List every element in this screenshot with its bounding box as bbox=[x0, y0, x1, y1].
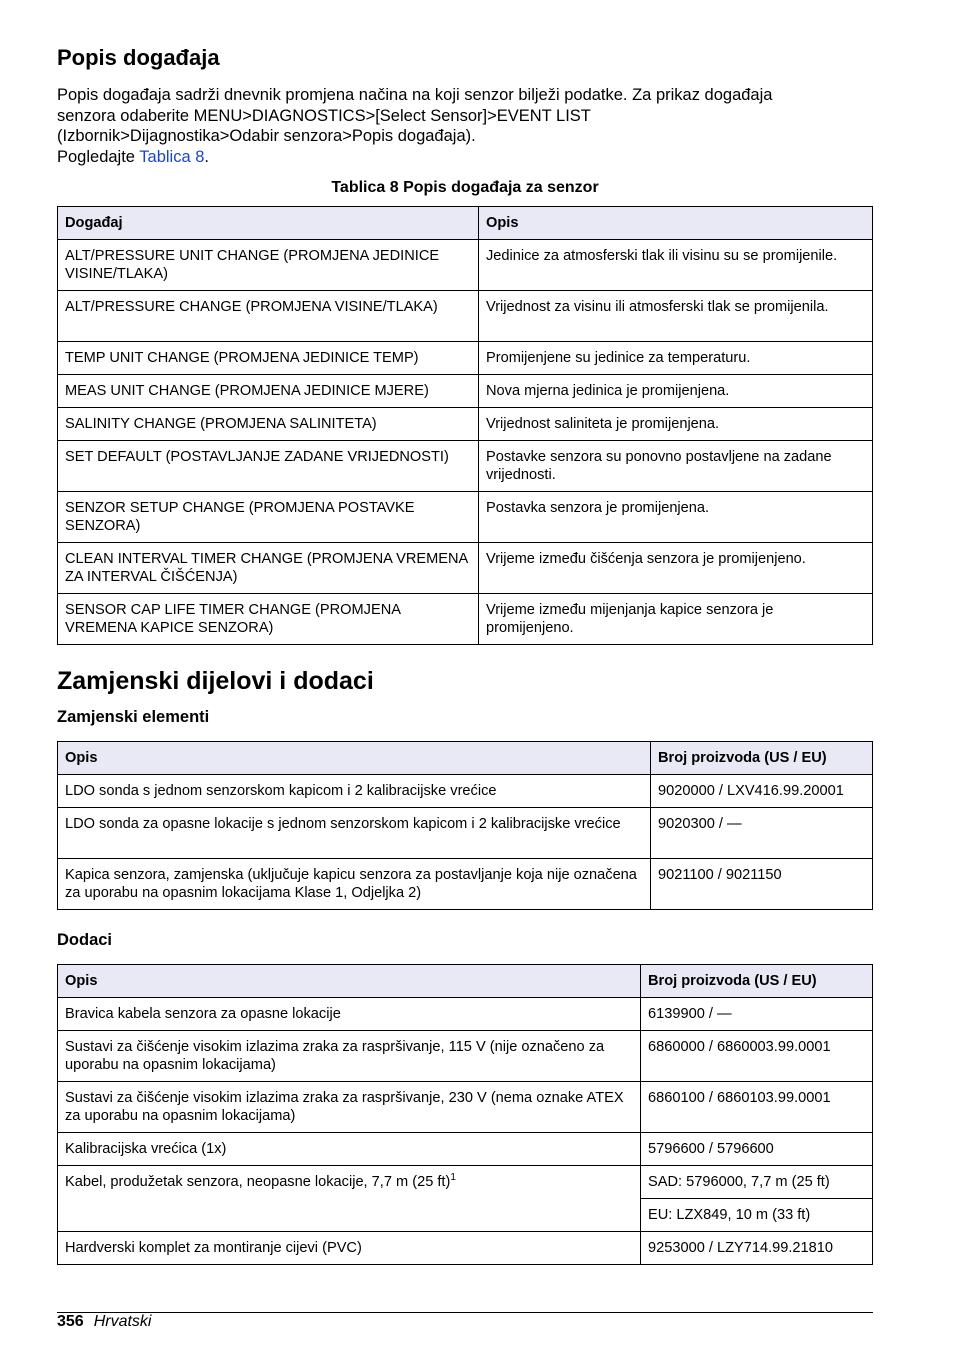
table-row bbox=[58, 342, 873, 375]
event-cell: SALINITY CHANGE (PROMJENA SALINITETA) bbox=[58, 408, 479, 441]
product-number-cell: 6860100 / 6860103.99.0001 bbox=[641, 1082, 873, 1133]
header-description: Opis bbox=[58, 742, 651, 775]
description-cell: Promijenjene su jedinice za temperaturu. bbox=[479, 342, 873, 375]
description-cell: Sustavi za čišćenje visokim izlazima zraka za raspršivanje, 230 V (nema oznake ATEX za uporabu na opasnim lokacijama) bbox=[58, 1082, 641, 1133]
footnote-marker: 1 bbox=[450, 1172, 456, 1183]
intro-paragraph bbox=[57, 85, 877, 167]
event-cell: ALT/PRESSURE CHANGE (PROMJENA VISINE/TLAKA) bbox=[58, 291, 479, 342]
description-cell: Vrijednost za visinu ili atmosferski tlak se promijenila. bbox=[479, 291, 873, 342]
table-row bbox=[58, 240, 873, 291]
description-cell: Vrijeme između mijenjanja kapice senzora je promijenjeno. bbox=[479, 594, 873, 645]
description-cell: Bravica kabela senzora za opasne lokacije bbox=[58, 998, 641, 1031]
page-footer bbox=[57, 1313, 151, 1331]
product-number-cell: 9020300 / — bbox=[651, 808, 873, 859]
event-cell: ALT/PRESSURE UNIT CHANGE (PROMJENA JEDINICE VISINE/TLAKA) bbox=[58, 240, 479, 291]
description-cell: Nova mjerna jedinica je promijenjena. bbox=[479, 375, 873, 408]
subheading-replacement-parts: Zamjenski elementi bbox=[57, 708, 210, 726]
product-number-cell: 9253000 / LZY714.99.21810 bbox=[641, 1232, 873, 1265]
replacement-parts-table bbox=[57, 741, 873, 910]
header-description: Opis bbox=[479, 207, 873, 240]
table-row bbox=[58, 808, 873, 859]
subheading-accessories: Dodaci bbox=[57, 931, 113, 949]
description-cell: Postavka senzora je promijenjena. bbox=[479, 492, 873, 543]
table-row bbox=[58, 375, 873, 408]
event-cell: CLEAN INTERVAL TIMER CHANGE (PROMJENA VREMENA ZA INTERVAL ČIŠĆENJA) bbox=[58, 543, 479, 594]
para-line-2: senzora odaberite MENU>DIAGNOSTICS>[Select Sensor]>EVENT LIST bbox=[57, 106, 591, 125]
event-cell: TEMP UNIT CHANGE (PROMJENA JEDINICE TEMP) bbox=[58, 342, 479, 375]
section-heading-event-list: Popis događaja bbox=[57, 45, 220, 70]
description-cell: Kapica senzora, zamjenska (uključuje kapicu senzora za postavljanje koja nije označena za uporabu na opasnim lokacijama Klase 1, Odjeljka 2) bbox=[58, 859, 651, 910]
table-header-row bbox=[58, 965, 873, 998]
table-row bbox=[58, 492, 873, 543]
description-cell: Kalibracijska vrećica (1x) bbox=[58, 1133, 641, 1166]
description-cell: Vrijednost saliniteta je promijenjena. bbox=[479, 408, 873, 441]
product-number-cell: 6860000 / 6860003.99.0001 bbox=[641, 1031, 873, 1082]
description-cell: Hardverski komplet za montiranje cijevi (PVC) bbox=[58, 1232, 641, 1265]
section-heading-parts: Zamjenski dijelovi i dodaci bbox=[57, 667, 374, 695]
product-number-cell-us: SAD: 5796000, 7,7 m (25 ft) bbox=[641, 1166, 873, 1199]
product-number-cell-eu: EU: LZX849, 10 m (33 ft) bbox=[641, 1199, 873, 1232]
event-cell: SET DEFAULT (POSTAVLJANJE ZADANE VRIJEDNOSTI) bbox=[58, 441, 479, 492]
table-row bbox=[58, 859, 873, 910]
cable-description: Kabel, produžetak senzora, neopasne lokacije, 7,7 m (25 ft) bbox=[65, 1174, 451, 1190]
footer-language: Hrvatski bbox=[93, 1313, 152, 1330]
description-cell: Vrijeme između čišćenja senzora je promijenjeno. bbox=[479, 543, 873, 594]
description-cell: LDO sonda s jednom senzorskom kapicom i 2 kalibracijske vrećice bbox=[58, 775, 651, 808]
table-row bbox=[58, 441, 873, 492]
table-row bbox=[58, 543, 873, 594]
header-event: Događaj bbox=[58, 207, 479, 240]
event-cell: SENZOR SETUP CHANGE (PROMJENA POSTAVKE SENZORA) bbox=[58, 492, 479, 543]
table-header-row bbox=[58, 742, 873, 775]
table-row bbox=[58, 1232, 873, 1265]
product-number-cell: 5796600 / 5796600 bbox=[641, 1133, 873, 1166]
product-number-cell: 6139900 / — bbox=[641, 998, 873, 1031]
accessories-table bbox=[57, 964, 873, 1265]
product-number-cell: 9020000 / LXV416.99.20001 bbox=[651, 775, 873, 808]
page-number: 356 bbox=[57, 1313, 84, 1330]
event-list-table bbox=[57, 206, 873, 645]
description-cell-cable bbox=[58, 1166, 641, 1232]
table-row bbox=[58, 408, 873, 441]
table-row bbox=[58, 1166, 873, 1199]
footer-divider bbox=[57, 1312, 873, 1313]
description-cell: LDO sonda za opasne lokacije s jednom senzorskom kapicom i 2 kalibracijske vrećice bbox=[58, 808, 651, 859]
para-line-3: (Izbornik>Dijagnostika>Odabir senzora>Popis događaja). bbox=[57, 127, 476, 145]
table-row bbox=[58, 998, 873, 1031]
table-8-link[interactable]: Tablica 8 bbox=[139, 147, 205, 166]
description-cell: Postavke senzora su ponovno postavljene na zadane vrijednosti. bbox=[479, 441, 873, 492]
para-line-1: Popis događaja sadrži dnevnik promjena načina na koji senzor bilježi podatke. Za prikaz događaja bbox=[57, 86, 773, 104]
header-product-number: Broj proizvoda (US / EU) bbox=[651, 742, 873, 775]
para-line-4-suffix: . bbox=[204, 147, 209, 166]
table-header-row bbox=[58, 207, 873, 240]
table-row bbox=[58, 594, 873, 645]
header-product-number: Broj proizvoda (US / EU) bbox=[641, 965, 873, 998]
table-row bbox=[58, 775, 873, 808]
event-cell: SENSOR CAP LIFE TIMER CHANGE (PROMJENA VREMENA KAPICE SENZORA) bbox=[58, 594, 479, 645]
description-cell: Jedinice za atmosferski tlak ili visinu su se promijenile. bbox=[479, 240, 873, 291]
table-row bbox=[58, 291, 873, 342]
header-description: Opis bbox=[58, 965, 641, 998]
table-row bbox=[58, 1031, 873, 1082]
event-cell: MEAS UNIT CHANGE (PROMJENA JEDINICE MJERE) bbox=[58, 375, 479, 408]
table-row bbox=[58, 1082, 873, 1133]
product-number-cell: 9021100 / 9021150 bbox=[651, 859, 873, 910]
table-caption: Tablica 8 Popis događaja za senzor bbox=[331, 179, 599, 196]
description-cell: Sustavi za čišćenje visokim izlazima zraka za raspršivanje, 115 V (nije označeno za uporabu na opasnim lokacijama) bbox=[58, 1031, 641, 1082]
table-row bbox=[58, 1133, 873, 1166]
para-line-4-prefix: Pogledajte bbox=[57, 147, 140, 166]
